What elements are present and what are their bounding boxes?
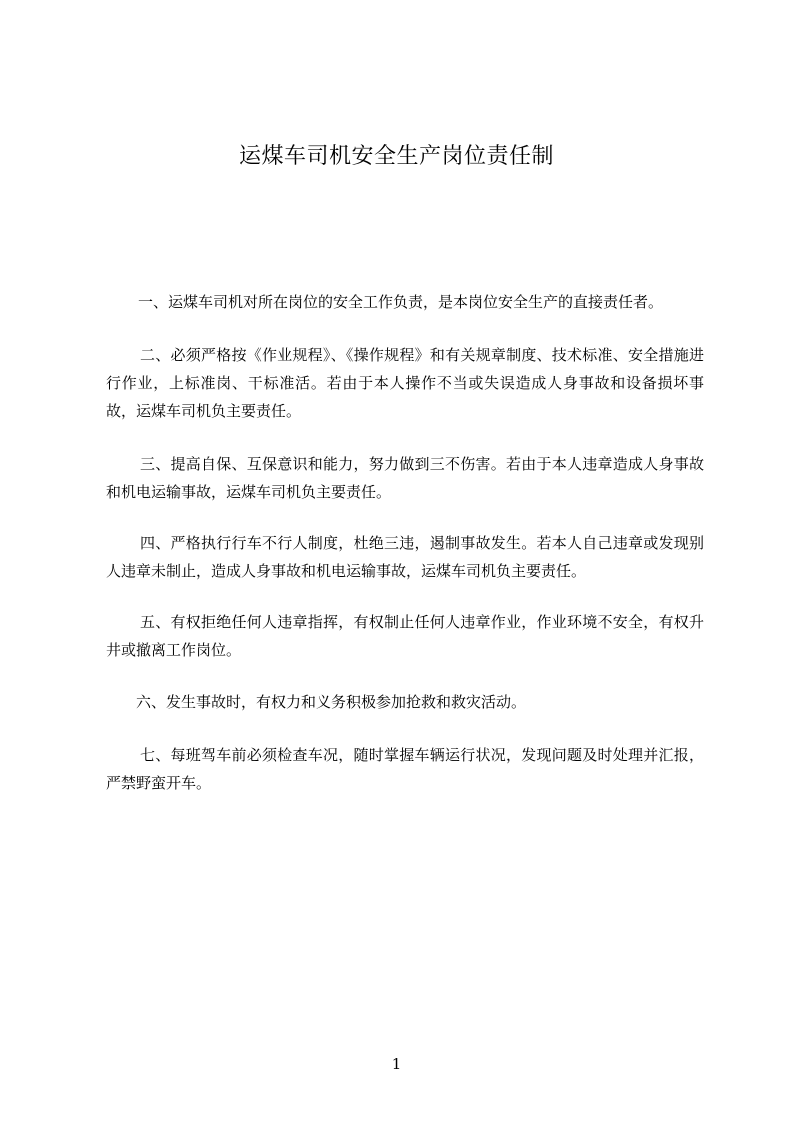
paragraph-2: 二、必须严格按《作业规程》、《操作规程》和有关规章制度、技术标准、安全措施进行作业，上标准岗、干标准活。若由于本人操作不当或失误造成人身事故和设备损坏事故，运煤车司机负主要责任。 xyxy=(106,346,704,420)
paragraph-6: 六、发生事故时，有权力和义务积极参加抢救和救灾活动。 xyxy=(136,693,527,711)
paragraph-5: 五、有权拒绝任何人违章指挥，有权制止任何人违章作业，作业环境不安全，有权升井或撤离工作岗位。 xyxy=(106,613,704,659)
paragraph-1: 一、运煤车司机对所在岗位的安全工作负责，是本岗位安全生产的直接责任者。 xyxy=(138,293,664,311)
paragraph-4: 四、严格执行行车不行人制度，杜绝三违，遏制事故发生。若本人自己违章或发现别人违章未制止，造成人身事故和机电运输事故，运煤车司机负主要责任。 xyxy=(106,534,704,580)
paragraph-3: 三、提高自保、互保意识和能力，努力做到三不伤害。若由于本人违章造成人身事故和机电运输事故，运煤车司机负主要责任。 xyxy=(106,455,704,501)
page-number: 1 xyxy=(391,1055,402,1073)
paragraph-7: 七、每班驾车前必须检查车况，随时掌握车辆运行状况，发现问题及时处理并汇报，严禁野蛮开车。 xyxy=(106,746,704,792)
document-title: 运煤车司机安全生产岗位责任制 xyxy=(238,144,554,169)
